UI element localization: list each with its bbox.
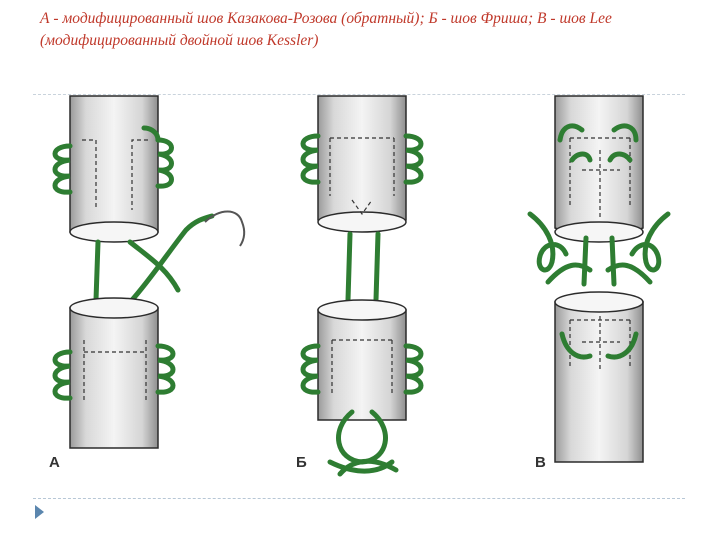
- panel-a-upper-tendon-end: [70, 222, 158, 242]
- panel-c-lower-tendon: [555, 302, 643, 462]
- panel-a-lower-tendon-end: [70, 298, 158, 318]
- slide-title: А - модифицированный шов Казакова-Розова (обратный); Б - шов Фриша; В - шов Lee (модифицированный двойной шов Kessler): [40, 10, 612, 49]
- figure-bottom-border: [33, 498, 685, 499]
- panel-c-diagram: [530, 96, 668, 462]
- panel-b-diagram: [303, 96, 421, 474]
- panel-label-a: А: [49, 454, 60, 471]
- panel-a-diagram: [55, 96, 244, 448]
- panel-label-b: Б: [296, 454, 307, 471]
- panel-b-lower-tendon-end: [318, 300, 406, 320]
- panel-c-upper-tendon-end: [555, 222, 643, 242]
- panel-label-c: В: [535, 454, 546, 471]
- panel-b-upper-tendon: [318, 96, 406, 227]
- panel-b-lower-tendon: [318, 310, 406, 420]
- panel-c-lower-tendon-end: [555, 292, 643, 312]
- panel-a-lower-tendon: [70, 308, 158, 448]
- panel-a-upper-tendon: [70, 96, 158, 238]
- bullet-arrow-icon: [35, 505, 44, 519]
